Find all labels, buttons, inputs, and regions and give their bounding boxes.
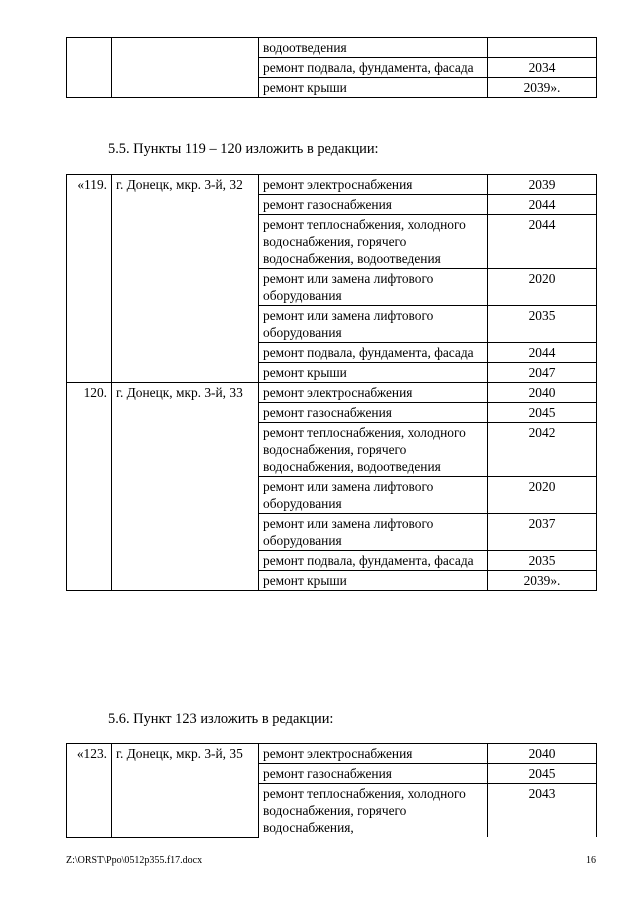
table-items-119-120 (66, 174, 597, 591)
year-cell: 2045 (488, 403, 597, 423)
year-cell: 2039 (488, 175, 597, 195)
year-cell: 2043 (488, 784, 597, 838)
year-cell: 2042 (488, 423, 597, 477)
work-cell: ремонт газоснабжения (259, 764, 488, 784)
section-heading-5-6: 5.6. Пункт 123 изложить в редакции: (108, 711, 334, 727)
work-cell: ремонт электроснабжения (259, 744, 488, 764)
item-address: г. Донецк, мкр. 3-й, 35 (112, 744, 259, 838)
table-row (67, 744, 597, 764)
work-cell: ремонт или замена лифтового оборудования (259, 269, 488, 306)
work-cell: ремонт газоснабжения (259, 403, 488, 423)
work-cell: ремонт теплоснабжения, холодного водоснабжения, горячего водоснабжения, (259, 784, 488, 838)
item-number: «123. (67, 744, 112, 838)
work-cell: ремонт крыши (259, 78, 488, 98)
work-cell: водоотведения (259, 38, 488, 58)
work-cell: ремонт теплоснабжения, холодного водоснабжения, горячего водоснабжения, водоотведения (259, 423, 488, 477)
year-cell: 2044 (488, 215, 597, 269)
work-cell: ремонт или замена лифтового оборудования (259, 477, 488, 514)
table-row (67, 175, 597, 195)
address-cell (112, 38, 259, 98)
work-cell: ремонт электроснабжения (259, 175, 488, 195)
work-cell: ремонт подвала, фундамента, фасада (259, 551, 488, 571)
year-cell (488, 38, 597, 58)
work-cell: ремонт крыши (259, 363, 488, 383)
footer-file-path: Z:\ORST\Ppo\0512p355.f17.docx (66, 855, 203, 866)
year-cell: 2047 (488, 363, 597, 383)
year-cell: 2037 (488, 514, 597, 551)
work-cell: ремонт газоснабжения (259, 195, 488, 215)
item-number: 120. (67, 383, 112, 591)
year-cell: 2044 (488, 343, 597, 363)
work-cell: ремонт или замена лифтового оборудования (259, 306, 488, 343)
item-address: г. Донецк, мкр. 3-й, 32 (112, 175, 259, 383)
work-cell: ремонт крыши (259, 571, 488, 591)
year-cell: 2039». (488, 571, 597, 591)
year-cell: 2020 (488, 477, 597, 514)
number-cell (67, 38, 112, 98)
footer-page-number: 16 (586, 855, 596, 866)
item-number: «119. (67, 175, 112, 383)
work-cell: ремонт подвала, фундамента, фасада (259, 58, 488, 78)
year-cell: 2034 (488, 58, 597, 78)
table-item-123 (66, 743, 597, 838)
year-cell: 2035 (488, 551, 597, 571)
work-cell: ремонт или замена лифтового оборудования (259, 514, 488, 551)
year-cell: 2045 (488, 764, 597, 784)
year-cell: 2035 (488, 306, 597, 343)
section-heading-5-5: 5.5. Пункты 119 – 120 изложить в редакции: (108, 141, 379, 157)
work-cell: ремонт теплоснабжения, холодного водоснабжения, горячего водоснабжения, водоотведения (259, 215, 488, 269)
work-cell: ремонт подвала, фундамента, фасада (259, 343, 488, 363)
year-cell: 2020 (488, 269, 597, 306)
year-cell: 2040 (488, 744, 597, 764)
year-cell: 2040 (488, 383, 597, 403)
item-address: г. Донецк, мкр. 3-й, 33 (112, 383, 259, 591)
year-cell: 2044 (488, 195, 597, 215)
work-cell: ремонт электроснабжения (259, 383, 488, 403)
table-row (67, 38, 597, 58)
table-continued (66, 37, 597, 98)
year-cell: 2039». (488, 78, 597, 98)
table-row (67, 383, 597, 403)
